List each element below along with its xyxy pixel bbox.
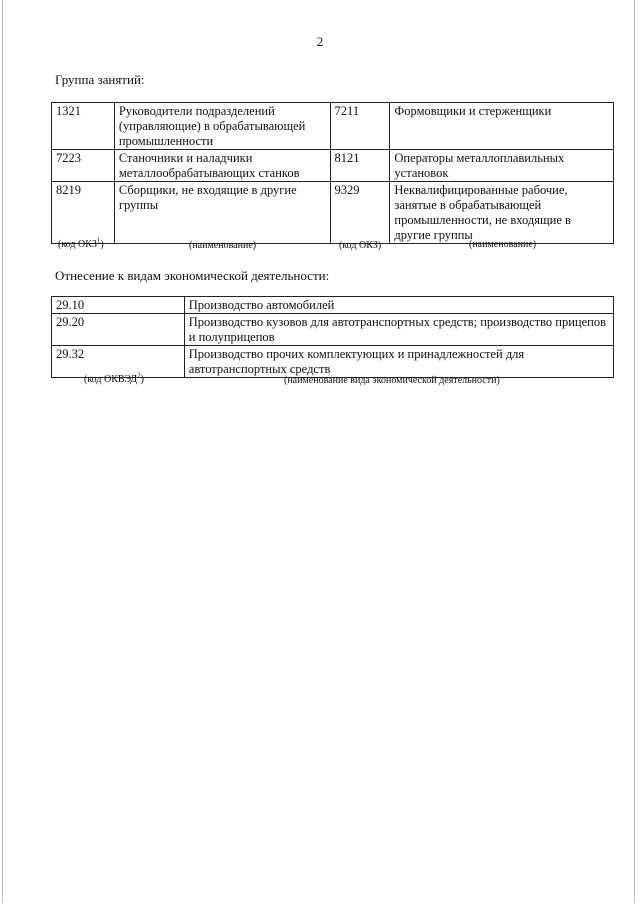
okved-code-caption [84, 371, 144, 385]
okved-name-cell: Производство кузовов для автотранспортных средств; производство прицепов и полуприцепов [184, 314, 613, 346]
okved-name-cell: Производство прочих комплектующих и принадлежностей для автотранспортных средств [184, 346, 613, 378]
okz-name-cell: Руководители подразделений (управляющие) в обрабатывающей промышленности [114, 103, 330, 150]
caption-text: ) [140, 374, 144, 385]
okz-name-cell: Станочники и наладчики металлообрабатывающих станков [114, 150, 330, 182]
table-row [52, 346, 614, 378]
okz-code-caption-2: (код ОКЗ) [339, 240, 382, 251]
okz-name-cell: Сборщики, не входящие в другие группы [114, 182, 330, 244]
table-row [52, 150, 614, 182]
okz-code-caption [58, 236, 104, 250]
okved-name-caption: (наименование вида экономической деятельности) [284, 375, 500, 386]
okz-name-cell: Неквалифицированные рабочие, занятые в обрабатывающей промышленности, не входящие в другие группы [390, 182, 614, 244]
table-row [52, 182, 614, 244]
okved-code-cell: 29.20 [52, 314, 185, 346]
page-number: 2 [316, 34, 324, 49]
occupation-group-title: Группа занятий: [55, 72, 145, 87]
table-row [52, 297, 614, 314]
caption-text: ) [100, 239, 104, 250]
caption-text: (код ОКВЭД [84, 374, 138, 385]
caption-text: (код ОКЗ [58, 239, 97, 250]
footnote-mark: 2 [137, 371, 141, 380]
okz-name-caption: (наименование) [189, 240, 257, 251]
table-row [52, 103, 614, 150]
okz-code-cell: 7223 [52, 150, 115, 182]
occupation-group-table [51, 102, 614, 244]
okved-name-cell: Производство автомобилей [184, 297, 613, 314]
okz-code-cell: 7211 [330, 103, 390, 150]
okz-name-caption-2: (наименование) [469, 239, 537, 250]
okz-code-cell: 9329 [330, 182, 390, 244]
okved-code-cell: 29.32 [52, 346, 185, 378]
okz-code-cell: 8121 [330, 150, 390, 182]
okved-code-cell: 29.10 [52, 297, 185, 314]
table-row [52, 314, 614, 346]
footnote-mark: 1 [96, 236, 101, 245]
economic-activity-table [51, 296, 614, 378]
okz-code-cell: 1321 [52, 103, 115, 150]
economic-activity-title: Отнесение к видам экономической деятельности: [55, 268, 330, 283]
okz-name-cell: Формовщики и стерженщики [390, 103, 614, 150]
okz-code-cell: 8219 [52, 182, 115, 244]
okz-name-cell: Операторы металлоплавильных установок [390, 150, 614, 182]
